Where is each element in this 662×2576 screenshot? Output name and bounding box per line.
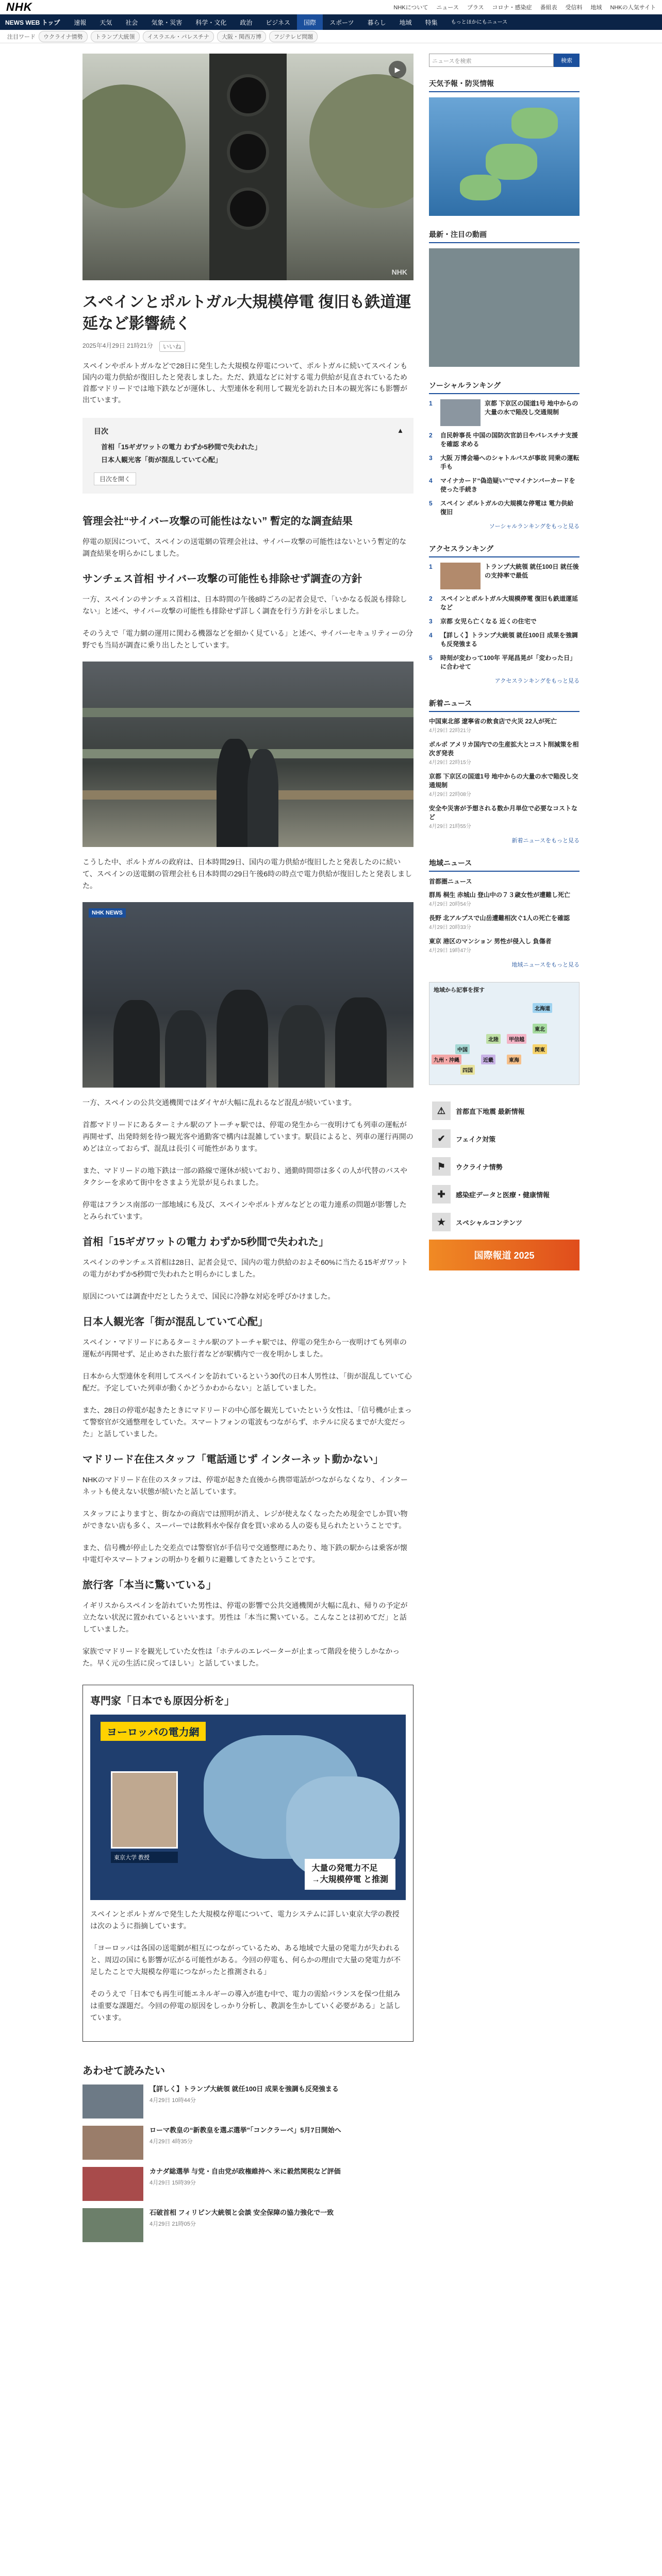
map-caption-line: 大量の発電力不足	[311, 1864, 378, 1873]
nhk-logo[interactable]: NHK	[6, 0, 32, 13]
nav-more[interactable]: もっとほかにもニュース	[451, 19, 508, 25]
nav-item[interactable]: 速報	[74, 19, 87, 26]
quake-icon: ⚠	[432, 1101, 451, 1120]
news-title: 東京 港区のマンション 男性が侵入し 負傷者	[429, 938, 552, 945]
region-map	[429, 982, 580, 1085]
local-news	[429, 858, 580, 969]
related-item[interactable]	[82, 2208, 413, 2242]
related-title: カナダ総選挙 与党・自由党が政権維持へ 米に毅然関税など評価	[150, 2167, 341, 2175]
region-hokkaido[interactable]: 北海道	[533, 1003, 552, 1013]
trending-chip[interactable]: フジテレビ問題	[269, 31, 318, 42]
news-title: 長野 北アルプスで山岳遭難相次ぐ1人の死亡を確認	[429, 914, 570, 922]
article-main	[82, 54, 413, 2249]
region-kinki[interactable]: 近畿	[481, 1055, 495, 1064]
news-item[interactable]	[429, 914, 580, 932]
region-map-label: 地域から記事を探す	[434, 987, 485, 993]
kokusai-banner[interactable]: 国際報道 2025	[429, 1240, 580, 1270]
nav-item-active[interactable]: 国際	[297, 14, 323, 30]
banner-label: 首都直下地震 最新情報	[456, 1107, 525, 1115]
expert-box	[82, 1685, 413, 2042]
rank-number: 1	[429, 563, 433, 570]
ranking-title: スペイン ポルトガルの大規模な停電は 電力供給 復旧	[440, 500, 574, 516]
news-date: 4月29日 21時55分	[429, 824, 471, 829]
related-date: 4月29日 4時35分	[150, 2139, 193, 2145]
related-thumb	[82, 2084, 143, 2119]
map-title: ヨーロッパの電力網	[101, 1722, 206, 1741]
social-ranking	[429, 380, 580, 530]
trending-words	[0, 30, 662, 43]
expert-portrait	[111, 1771, 178, 1849]
related-heading: あわせて読みたい	[82, 2065, 165, 2077]
weather-box	[429, 78, 580, 216]
ranking-title: 時刻が変わって100年 平尾昌晃が「変わった日」に合わせて	[440, 654, 576, 670]
news-item[interactable]	[429, 740, 580, 767]
section-heading: 日本人観光客「街が混乱していて心配」	[82, 1316, 268, 1328]
nav-item[interactable]: 特集	[425, 19, 438, 26]
banner-link[interactable]	[429, 1126, 580, 1151]
rank-number: 2	[429, 595, 433, 602]
trending-chip[interactable]: ウクライナ情勢	[39, 31, 88, 42]
section-heading: 首相「15ギガワットの電力 わずか5秒間で失われた」	[82, 1236, 329, 1248]
nav-item[interactable]: 暮らし	[367, 19, 386, 26]
region-chugoku[interactable]: 中国	[455, 1044, 470, 1054]
ranking-item[interactable]	[429, 499, 580, 517]
nav-item[interactable]: 科学・文化	[195, 19, 227, 26]
rank-number: 2	[429, 432, 433, 439]
toc-item[interactable]: 日本人観光客「街が混乱していて心配」	[101, 456, 222, 464]
ranking-item[interactable]	[429, 595, 580, 612]
paragraph: 日本から大型連休を利用してスペインを訪れているという30代の日本人男性は、「街が混乱していて心配だ。予定していた列車が動くかどうかわからない」と話していました。	[82, 1372, 412, 1392]
nav-brand[interactable]: NEWS WEB トップ	[5, 19, 60, 26]
trending-chip[interactable]: トランプ大統領	[91, 31, 140, 42]
related-date: 4月29日 10時44分	[150, 2097, 196, 2104]
paragraph: 家族でマドリードを観光していた女性は「ホテルのエレベーターが止まって階段を使うしかなかった。早く元の生活に戻ってほしい」と話していました。	[82, 1647, 400, 1667]
banner-link[interactable]	[429, 1210, 580, 1234]
sidebar	[429, 54, 580, 2249]
nav-item[interactable]: ビジネス	[266, 19, 291, 26]
news-title: 京都 下京区の国道1号 地中からの大量の水で陥没し交通規制	[429, 773, 578, 789]
expert-heading: 専門家「日本でも原因分析を」	[90, 1696, 235, 1707]
paragraph: スペインのサンチェス首相は28日、記者会見で、国内の電力供給のおよそ60%に当たる15ギガワットの電力がわずか5秒間で失われたと明らかにしました。	[82, 1258, 408, 1278]
news-item[interactable]	[429, 772, 580, 799]
related-title: ローマ教皇の“新教皇を選ぶ選挙”「コンクラーベ」5月7日開始へ	[150, 2126, 341, 2134]
paragraph: そのうえで「日本でも再生可能エネルギーの導入が進む中で、電力の需給バランスを保つ仕組みは重要な課題だ。今回の停電の原因をしっかり分析し、教訓を生かしていく必要がある」と話しています。	[90, 1990, 401, 2022]
article-title: スペインとポルトガル大規模停電 復旧も鉄道運延など影響続く	[82, 294, 411, 332]
video-heading: 最新・注目の動画	[429, 229, 580, 243]
region-tohoku[interactable]: 東北	[533, 1024, 547, 1033]
paragraph: こうした中、ポルトガルの政府は、日本時間29日、国内の電力供給が復旧したと発表したのに続いて、スペインの送電網の管理会社も日本時間の29日午後6時の時点で電力供給が復旧したと発表しました。	[82, 858, 412, 890]
nav-item[interactable]: 天気	[100, 19, 112, 26]
ranking-item[interactable]	[429, 617, 580, 626]
news-title: 安全や災害が予想される数か月単位で必要なコストなど	[429, 805, 578, 821]
related-thumb	[82, 2126, 143, 2160]
top-link[interactable]: NHKについて	[393, 4, 428, 11]
trending-chip[interactable]: イスラエル・パレスチナ	[143, 31, 214, 42]
ranking-title: 【詳しく】トランプ大統領 就任100日 成果を強調も反発強まる	[440, 632, 578, 648]
fact-check-icon: ✔	[432, 1129, 451, 1148]
related-thumb	[82, 2167, 143, 2201]
banner-link[interactable]	[429, 1098, 580, 1123]
hero-image	[82, 54, 413, 280]
video-box	[429, 229, 580, 367]
top-link[interactable]: 受信料	[565, 4, 583, 11]
news-date: 4月29日 19時47分	[429, 948, 471, 954]
nhk-news-tag: NHK NEWS	[89, 908, 126, 918]
related-date: 4月29日 15時39分	[150, 2180, 196, 2186]
trending-label: 注目ワード	[7, 33, 36, 40]
paragraph: 停電の原因について、スペインの送電網の管理会社は、サイバー攻撃の可能性はないという暫定的な調査結果を明らかにしました。	[82, 537, 407, 557]
top-links	[393, 3, 656, 11]
ranking-item[interactable]	[429, 431, 580, 449]
news-item[interactable]	[429, 891, 580, 909]
access-ranking	[429, 544, 580, 685]
section-heading: マドリード在住スタッフ「電話通じず インターネット動かない」	[82, 1454, 384, 1465]
local-more-link[interactable]: 地域ニュースをもっと見る	[511, 962, 580, 968]
news-date: 4月29日 22時15分	[429, 760, 471, 766]
flag-icon: ⚑	[432, 1157, 451, 1176]
toc-heading	[94, 426, 402, 436]
local-sub[interactable]: 首都圏ニュース	[429, 878, 472, 885]
new-more-link[interactable]: 新着ニュースをもっと見る	[511, 838, 580, 844]
article-date: 2025年4月29日 21時21分	[82, 342, 153, 349]
star-icon: ★	[432, 1213, 451, 1231]
local-heading: 地域ニュース	[429, 858, 580, 872]
related-articles	[82, 2062, 413, 2242]
ranking-item[interactable]	[429, 654, 580, 671]
section-heading: 管理会社“サイバー攻撃の可能性はない” 暫定的な調査結果	[82, 516, 353, 527]
region-kanto[interactable]: 関東	[533, 1044, 547, 1054]
news-date: 4月29日 20時33分	[429, 925, 471, 930]
feature-banners	[429, 1098, 580, 1270]
region-kyushu[interactable]: 九州・沖縄	[432, 1055, 461, 1064]
region-tokai[interactable]: 東海	[507, 1055, 521, 1064]
toc-item[interactable]: 首相「15ギガワットの電力 わずか5秒間で失われた」	[101, 443, 261, 451]
europe-grid-map[interactable]	[90, 1715, 406, 1900]
ranking-item[interactable]	[429, 477, 580, 494]
paragraph: 原因については調査中だとしたうえで、国民に冷静な対応を呼びかけました。	[82, 1292, 335, 1300]
news-item[interactable]	[429, 717, 580, 735]
search-input[interactable]: ニュースを検索	[429, 54, 554, 67]
access-heading: アクセスランキング	[429, 544, 580, 557]
related-item[interactable]	[82, 2084, 413, 2119]
nav-item[interactable]: 地域	[399, 19, 412, 26]
banner-label: 感染症データと医療・健康情報	[456, 1191, 550, 1199]
top-link[interactable]: プラス	[467, 4, 484, 11]
top-link[interactable]: コロナ・感染症	[492, 4, 532, 11]
region-hokuriku[interactable]: 北陸	[486, 1034, 501, 1044]
ranking-item[interactable]	[429, 454, 580, 471]
map-caption	[305, 1859, 395, 1890]
banner-link[interactable]	[429, 1154, 580, 1179]
paragraph: イギリスからスペインを訪れていた男性は、停電の影響で公共交通機関が大幅に乱れ、帰りの予定が立たない状況に置かれているといいます。男性は「本当に驚いている。こんなことは初めてだ」と話していました。	[82, 1601, 408, 1633]
news-date: 4月29日 20時54分	[429, 902, 471, 907]
banner-link[interactable]	[429, 1182, 580, 1207]
related-date: 4月29日 21時05分	[150, 2221, 196, 2227]
table-of-contents	[82, 418, 413, 494]
ranking-title: 大阪 万博会場へのシャトルバスが事故 同乗の運転手も	[440, 454, 580, 470]
top-link[interactable]: 番組表	[540, 4, 557, 11]
ranking-thumb	[440, 399, 481, 426]
social-more-link[interactable]: ソーシャルランキングをもっと見る	[489, 523, 580, 530]
rank-number: 5	[429, 654, 433, 662]
video-thumb[interactable]	[429, 248, 580, 367]
access-more-link[interactable]: アクセスランキングをもっと見る	[494, 678, 580, 684]
rank-number: 4	[429, 477, 433, 484]
news-item[interactable]	[429, 804, 580, 831]
ranking-title: 自民幹事長 中国の国防次官訪日やパレスチナ支援を確認 求める	[440, 432, 578, 448]
banner-label: ウクライナ情勢	[456, 1163, 503, 1171]
ranking-item[interactable]	[429, 563, 580, 589]
like-button[interactable]: いいね	[159, 341, 185, 352]
ranking-title: 京都 下京区の国道1号 地中からの大量の水で陥没し交通規制	[485, 400, 578, 416]
paragraph: 一方、スペインのサンチェス首相は、日本時間の午後8時ごろの記者会見で、「いかなる仮説も排除しない」と述べ、サイバー攻撃の可能性も排除せず詳しく調査を行う方針を示しました。	[82, 595, 407, 615]
top-link[interactable]: ニュース	[436, 4, 459, 11]
expert-name: 東京大学 教授	[111, 1852, 178, 1863]
news-title: 群馬 桐生 赤城山 登山中の７３歳女性が遭難し死亡	[429, 891, 571, 899]
related-item[interactable]	[82, 2126, 413, 2160]
paragraph: スペイン・マドリードにあるターミナル駅のアトーチャ駅では、停電の発生から一夜明けても列車の運転が再開せず、足止めされた旅行者などが駅構内で一夜を明かしました。	[82, 1338, 407, 1358]
top-link[interactable]: 地域	[590, 4, 602, 11]
ranking-item[interactable]	[429, 631, 580, 649]
search-button[interactable]: 検索	[554, 54, 580, 67]
nhk-watermark: NHK	[391, 268, 407, 276]
article-lead: スペインやポルトガルなどで28日に発生した大規模な停電について、ポルトガルに続いてスペインも国内の電力供給が復旧したと発表しました。ただ、鉄道などに対する電力供給が見直されているため首都マドリードでは地下鉄などが運休し、大型連休を利用して観光を訪れた日本の観光客にも影響が出ています。	[82, 362, 408, 404]
paragraph: そのうえで「電力網の運用に関わる機器などを細かく見ている」と述べ、サイバーセキュリティーの分野でも当局が調査に乗り出したとしています。	[82, 629, 413, 649]
related-title: 【詳しく】トランプ大統領 就任100日 成果を強調も反発強まる	[150, 2085, 339, 2093]
news-date: 4月29日 22時21分	[429, 728, 471, 734]
news-title: ボルボ アメリカ国内での生産拡大とコスト削減策を相次ぎ発表	[429, 741, 579, 757]
rank-number: 1	[429, 400, 433, 407]
top-bar	[0, 0, 662, 14]
ranking-title: スペインとポルトガル大規模停電 復旧も鉄道運延など	[440, 595, 578, 611]
top-link[interactable]: NHKの人気サイト	[610, 4, 656, 11]
paragraph: スペインとポルトガルで発生した大規模な停電について、電力システムに詳しい東京大学の教授は次のように指摘しています。	[90, 1910, 400, 1930]
ranking-title: トランプ大統領 就任100日 就任後の支持率で最低	[485, 563, 579, 579]
nav-item[interactable]: 気象・災害	[151, 19, 183, 26]
news-date: 4月29日 22時08分	[429, 792, 471, 798]
nav-item[interactable]: スポーツ	[329, 19, 354, 26]
article-meta	[82, 341, 413, 352]
section-heading: 旅行客「本当に驚いている」	[82, 1580, 217, 1591]
trending-chip[interactable]: 大阪・関西万博	[217, 31, 266, 42]
paragraph: 「ヨーロッパは各国の送電網が相互につながっているため、ある地域で大量の発電力が失われると、周辺の国にも影響が広がる可能性がある。今回の停電も、何らかの理由で大量の発電力が不足したことで大規模な停電につながったと推測される」	[90, 1944, 401, 1976]
paragraph: スタッフによりますと、街なかの商店では照明が消え、レジが使えなくなったため現金でしか買い物ができない店も多く、スーパーでは飲料水や保存食を買い求める人の姿も見られたということです。	[82, 1510, 408, 1530]
banner-label: スペシャルコンテンツ	[456, 1218, 523, 1227]
rank-number: 4	[429, 632, 433, 639]
toc-heading-label: 目次	[94, 427, 108, 435]
paragraph: 一方、スペインの公共交通機関ではダイヤが大幅に乱れるなど混乱が続いています。	[82, 1098, 356, 1107]
main-nav	[0, 14, 662, 30]
region-koshinetsu[interactable]: 甲信越	[507, 1034, 526, 1044]
ranking-title: 京都 女児ら亡くなる 近くの住宅で	[440, 618, 537, 625]
ranking-title: マイナカード“偽造疑い”でマイナンバーカードを使った手続き	[440, 477, 575, 493]
new-news	[429, 698, 580, 844]
nav-item[interactable]: 社会	[125, 19, 138, 26]
social-heading: ソーシャルランキング	[429, 380, 580, 394]
station-photo	[82, 902, 413, 1088]
paragraph: 停電はフランス南部の一部地域にも及び、スペインやポルトガルなどとの電力連系の問題が影響したとみられています。	[82, 1200, 407, 1221]
related-thumb	[82, 2208, 143, 2242]
toc-open-button[interactable]: 目次を開く	[94, 472, 136, 485]
paragraph: また、マドリードの地下鉄は一部の路線で運休が続いており、通勤時間帯は多くの人が代替のバスやタクシーを求めて街中をさまよう光景が見られました。	[82, 1166, 407, 1187]
health-icon: ✚	[432, 1185, 451, 1204]
paragraph: また、28日の停電が起きたときにマドリードの中心部を観光していたという女性は、「信号機が止まって警察官が交通整理をしていた。スマートフォンの電波もつながらず、ホテルに戻るまでが大変だった」と話していました。	[82, 1406, 412, 1438]
play-icon[interactable]: ▶	[389, 61, 406, 78]
section-heading: サンチェス首相 サイバー攻撃の可能性も排除せず調査の方針	[82, 573, 362, 585]
nav-item[interactable]: 政治	[240, 19, 253, 26]
search-box	[429, 54, 580, 67]
region-shikoku[interactable]: 四国	[460, 1065, 475, 1075]
news-title: 中国東北部 遼寧省の飲食店で火災 22人が死亡	[429, 718, 557, 725]
rank-number: 3	[429, 454, 433, 462]
paragraph: また、信号機が停止した交差点では警察官が手信号で交通整理にあたり、地下鉄の駅からは乗客が懐中電灯やスマートフォンの明かりを頼りに避難してきたということです。	[82, 1544, 407, 1564]
weather-heading: 天気予報・防災情報	[429, 78, 580, 92]
banner-label: フェイク対策	[456, 1135, 496, 1143]
paragraph: NHKのマドリード在住のスタッフは、停電が起きた直後から携帯電話がつながらなくなり、インターネットも使えない状態が続いたと話しています。	[82, 1476, 408, 1496]
store-photo	[82, 662, 413, 847]
chevron-up-icon[interactable]: ▴	[398, 426, 402, 434]
rank-number: 5	[429, 500, 433, 507]
paragraph: 首都マドリードにあるターミナル駅のアトーチャ駅では、停電の発生から一夜明けても列車の運転が再開せず、出発時刻を待つ観光客や通勤客で構内は混雑しています。駅員によると、列車の運行再開のめどは立っておらず、混乱は長引く可能性があります。	[82, 1121, 413, 1153]
ranking-item[interactable]	[429, 399, 580, 426]
related-item[interactable]	[82, 2167, 413, 2201]
rank-number: 3	[429, 618, 433, 625]
weather-map[interactable]	[429, 97, 580, 216]
map-caption-line: →大規模停電 と推測	[311, 1875, 388, 1884]
news-item[interactable]	[429, 937, 580, 955]
new-heading: 新着ニュース	[429, 698, 580, 712]
related-title: 石破首相 フィリピン大統領と会談 安全保障の協力強化で一致	[150, 2209, 334, 2216]
ranking-thumb	[440, 563, 481, 589]
region-map-box	[429, 982, 580, 1085]
